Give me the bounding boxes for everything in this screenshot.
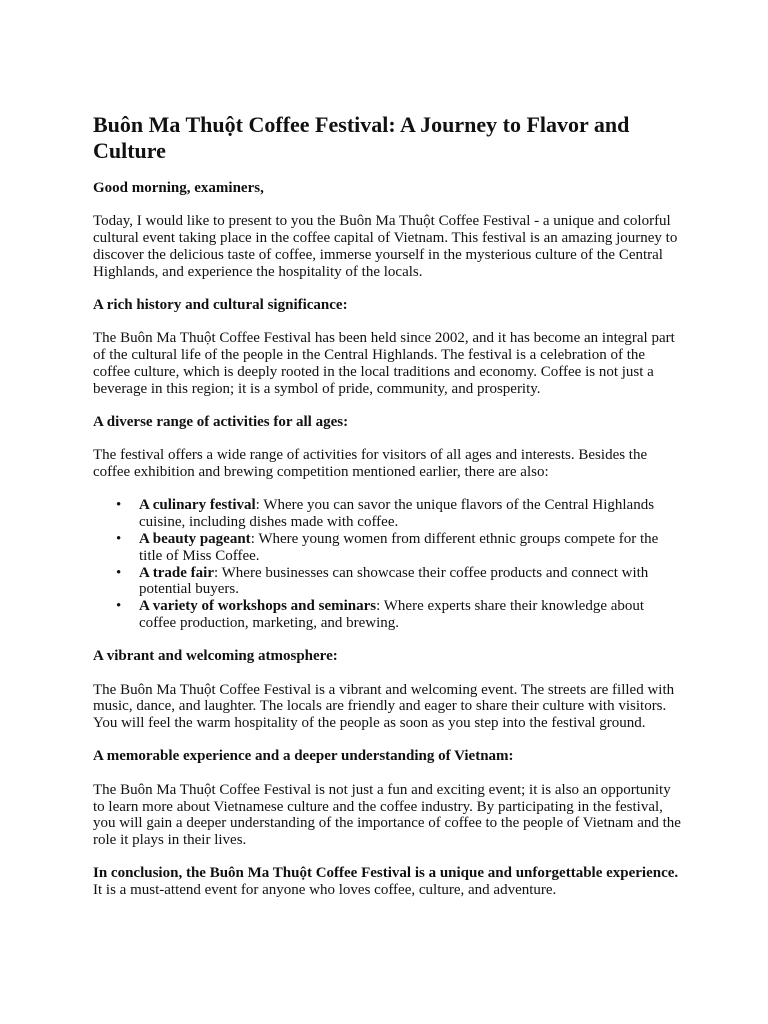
list-item-text: : Where businesses can showcase their coffee products and connect with potential buyers. — [139, 564, 649, 598]
list-item — [116, 598, 683, 632]
list-item-text: : Where experts share their knowledge about coffee production, marketing, and brewing. — [139, 598, 645, 631]
bullet-icon: • — [116, 497, 122, 514]
bullet-icon: • — [116, 598, 122, 615]
conclusion-bold-text: In conclusion, the Buôn Ma Thuột Coffee Festival is a unique and unforgettable experience. — [93, 865, 679, 882]
bullet-icon: • — [116, 564, 122, 581]
activities-paragraph: The festival offers a wide range of activities for visitors of all ages and interests. Besides the coffee exhibition and brewing competition mentioned earlier, there are also: — [93, 447, 648, 481]
conclusion-paragraph — [93, 865, 683, 899]
activities-heading: A diverse range of activities for all ages: — [93, 413, 349, 430]
document-page — [93, 112, 683, 916]
list-item-text: : Where you can savor the unique flavors of the Central Highlands cuisine, including dishes made with coffee. — [139, 497, 655, 531]
list-item-label: A beauty pageant — [139, 530, 251, 547]
experience-heading: A memorable experience and a deeper understanding of Vietnam: — [93, 748, 514, 765]
intro-paragraph: Today, I would like to present to you the Buôn Ma Thuột Coffee Festival - a unique and colorful cultural event taking place in the coffee capital of Vietnam. This festival is an amazing journey to discover the delicious taste of coffee, immerse yourself in the mysterious culture of the Central Highlands, and experience the hospitality of the locals. — [93, 213, 678, 280]
atmosphere-heading: A vibrant and welcoming atmosphere: — [93, 648, 338, 665]
greeting: Good morning, examiners, — [93, 180, 264, 196]
list-item — [116, 497, 683, 531]
list-item — [116, 530, 683, 565]
list-item-text: : Where young women from different ethnic groups compete for the title of Miss Coffee. — [139, 530, 659, 564]
document-title: Buôn Ma Thuột Coffee Festival: A Journey to Flavor and Culture — [93, 112, 630, 163]
conclusion-text: It is a must-attend event for anyone who loves coffee, culture, and adventure. — [93, 882, 557, 899]
experience-paragraph: The Buôn Ma Thuột Coffee Festival is not just a fun and exciting event; it is also an opportunity to learn more about Vietnamese culture and the coffee industry. By participating in the festival, you will gain a deeper understanding of the importance of coffee to the people of Vietnam and the role it plays in their lives. — [93, 781, 681, 849]
history-paragraph: The Buôn Ma Thuột Coffee Festival has been held since 2002, and it has become an integral part of the cultural life of the people in the Central Highlands. The festival is a celebration of the coffee culture, which is deeply rooted in the local traditions and economy. Coffee is not just a beverage in this region; it is a symbol of pride, community, and prosperity. — [93, 330, 675, 397]
list-item-label: A trade fair — [139, 564, 214, 581]
atmosphere-paragraph: The Buôn Ma Thuột Coffee Festival is a vibrant and welcoming event. The streets are filled with music, dance, and laughter. The locals are friendly and eager to share their culture with visitors. You will feel the warm hospitality of the people as soon as you step into the festival ground. — [93, 681, 675, 732]
list-item-label: A variety of workshops and seminars — [139, 598, 377, 615]
history-heading: A rich history and cultural significance: — [93, 296, 348, 313]
list-item — [116, 564, 683, 599]
list-item-label: A culinary festival — [139, 497, 256, 514]
activities-list — [93, 497, 683, 631]
bullet-icon: • — [116, 530, 122, 547]
